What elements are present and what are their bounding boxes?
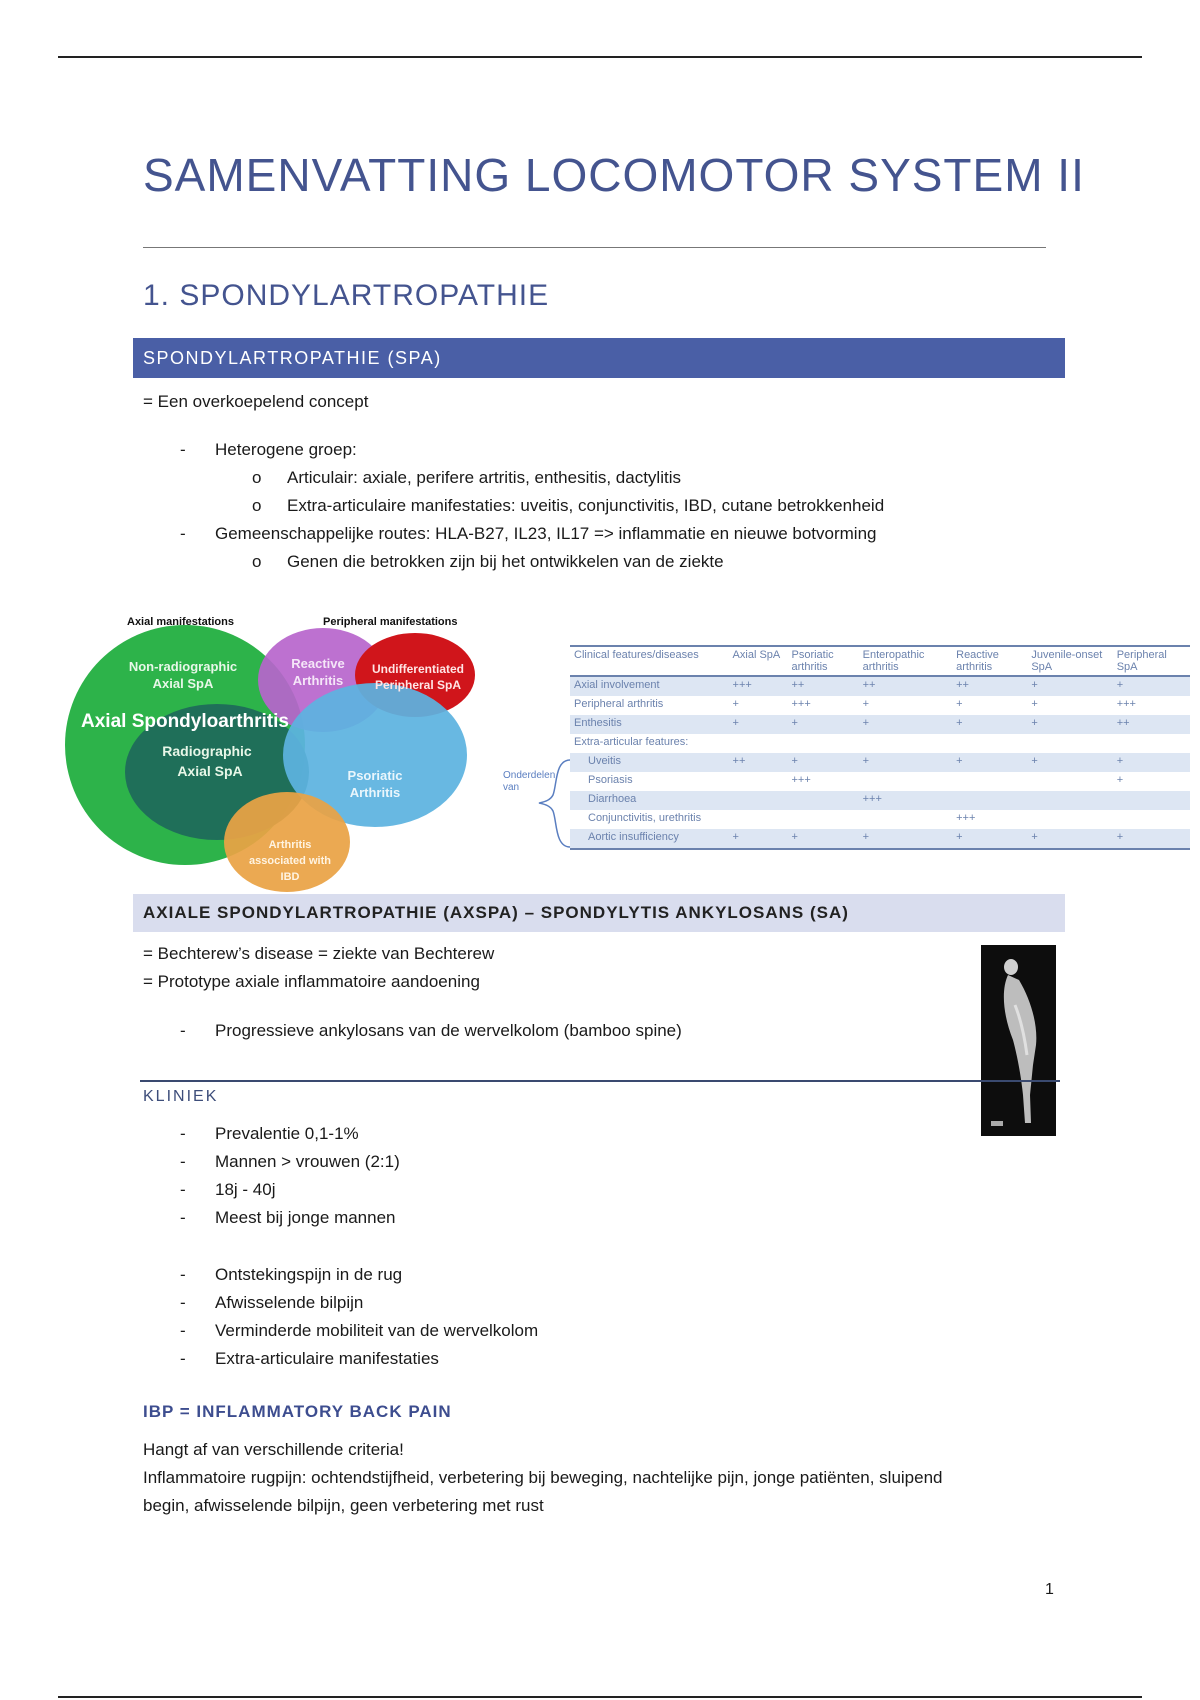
venn-psoriatic-label-2: Arthritis [349, 785, 401, 800]
venn-reactive-label-1: Reactive [291, 656, 345, 671]
table-cell: + [862, 698, 870, 710]
table-header-row [570, 646, 1190, 676]
kliniek-item: Extra-articulaire manifestaties [215, 1349, 439, 1368]
table-cell [787, 734, 858, 753]
bullet-dash: - [180, 1208, 186, 1227]
table-header-cell: Enteropathic arthritis [859, 646, 953, 676]
spa-venn-diagram [55, 610, 495, 895]
table-cell: + [732, 698, 739, 710]
table-row [570, 734, 1190, 753]
table-cell [1113, 810, 1190, 829]
venn-ibd-label-2: associated with [249, 855, 331, 867]
table-cell [729, 791, 788, 810]
bullet-dash: - [180, 1293, 186, 1312]
table-header-cell: Reactive arthritis [952, 646, 1027, 676]
table-cell: ++ [729, 753, 788, 772]
venn-undiff-label-2: Peripheral SpA [374, 678, 462, 692]
venn-axial-header: Axial manifestations [127, 616, 234, 628]
table-cell: + [729, 829, 788, 849]
table-row [570, 696, 1190, 715]
table-header-cell: Psoriatic arthritis [787, 646, 858, 676]
table-cell: + [1027, 676, 1112, 696]
kliniek-item: Verminderde mobiliteit van de wervelkolom [215, 1321, 539, 1340]
axspa-line-2: = Prototype axiale inflammatoire aandoening [143, 972, 480, 991]
kliniek-item: Afwisselende bilpijn [215, 1293, 364, 1312]
table-cell [859, 772, 953, 791]
bullet-dash: - [180, 1321, 186, 1340]
table-cell: + [1027, 715, 1112, 734]
bullet-dash: - [180, 1349, 186, 1368]
kliniek-item: Meest bij jonge mannen [215, 1208, 396, 1227]
circle-bullet: o [252, 552, 262, 571]
venn-psoriatic-label-1: Psoriatic [347, 768, 403, 783]
table-cell [787, 810, 858, 829]
page-number: 1 [1045, 1581, 1054, 1598]
table-cell [859, 810, 953, 829]
table-cell [1027, 791, 1112, 810]
table-cell [729, 772, 788, 791]
table-cell: + [1027, 829, 1112, 849]
table-cell: ++ [1113, 715, 1190, 734]
chapter-heading: 1. SPONDYLARTROPATHIE [143, 279, 550, 312]
table-row-label: Extra-articular features: [574, 736, 689, 748]
table-cell: + [1031, 698, 1038, 710]
table-cell [952, 791, 1027, 810]
table-row-label: Diarrhoea [570, 791, 729, 810]
venn-peripheral-header: Peripheral manifestations [323, 616, 458, 628]
axspa-bullet-1: Progressieve ankylosans van de wervelkolom (bamboo spine) [215, 1021, 682, 1040]
table-cell: + [787, 829, 858, 849]
table-row-label: Enthesitis [570, 715, 729, 734]
table-cell: + [787, 753, 858, 772]
table-cell: + [859, 829, 953, 849]
table-cell: +++ [791, 774, 811, 786]
table-cell [729, 734, 788, 753]
table-cell [1027, 734, 1112, 753]
table-header-cell: Peripheral SpA [1113, 646, 1190, 676]
table-cell: +++ [1116, 698, 1136, 710]
venn-rad-label-2: Axial SpA [177, 763, 243, 779]
bullet-dash: - [180, 1021, 186, 1040]
table-cell: +++ [859, 791, 953, 810]
table-row-label: Axial involvement [570, 676, 729, 696]
table-cell: + [952, 715, 1027, 734]
circle-bullet: o [252, 496, 262, 515]
bullet-dash: - [180, 440, 186, 459]
section-divider [140, 1080, 1060, 1082]
ibp-paragraph-2: Inflammatoire rugpijn: ochtendstijfheid, verbetering bij beweging, nachtelijke pijn, jonge patiënten, sluipend [143, 1468, 943, 1487]
kliniek-heading: KLINIEK [143, 1088, 219, 1105]
axspa-line-1: = Bechterew’s disease = ziekte van Bechterew [143, 944, 495, 963]
ibp-paragraph-1: Hangt af van verschillende criteria! [143, 1440, 404, 1459]
table-row-label: Aortic insufficiency [570, 829, 729, 849]
table-cell: + [1116, 774, 1124, 786]
kliniek-item: 18j - 40j [215, 1180, 276, 1199]
venn-rad-label-1: Radiographic [162, 743, 252, 759]
bullet-dash: - [180, 1152, 186, 1171]
table-cell: + [956, 698, 963, 710]
table-cell: + [1113, 829, 1190, 849]
clinical-features-table [570, 645, 1190, 850]
table-row [570, 810, 1190, 829]
circle-bullet: o [252, 468, 262, 487]
section-band-axspa: AXIALE SPONDYLARTROPATHIE (AXSPA) – SPONDYLYTIS ANKYLOSANS (SA) [133, 894, 1065, 932]
venn-nonrad-label-1: Non-radiographic [128, 659, 238, 674]
table-row [570, 715, 1190, 734]
section-band-spa: SPONDYLARTROPATHIE (SPA) [133, 338, 1065, 378]
spa-bullet-1: Heterogene groep: [215, 440, 357, 459]
table-cell [1027, 772, 1112, 791]
table-cell [1113, 791, 1190, 810]
bracket-label-line-1: Onderdelen [503, 770, 556, 781]
table-row-label: Conjunctivitis, urethritis [588, 812, 702, 824]
venn-reactive-label-2: Arthritis [292, 673, 344, 688]
table-cell: + [859, 715, 953, 734]
table-cell [952, 734, 1027, 753]
bullet-dash: - [180, 1124, 186, 1143]
venn-ibd-label-3: IBD [280, 871, 300, 883]
bracket-label-line-2: van [503, 782, 520, 793]
table-header-cell: Axial SpA [729, 646, 788, 676]
table-row [570, 829, 1190, 849]
spa-bullet-1b: Extra-articulaire manifestaties: uveitis, conjunctivitis, IBD, cutane betrokkenheid [287, 496, 885, 515]
table-cell: ++ [859, 676, 953, 696]
table-cell [952, 772, 1027, 791]
bullet-dash: - [180, 1180, 186, 1199]
venn-nonrad-label-2: Axial SpA [152, 676, 214, 691]
table-row-label: Uveitis [570, 753, 729, 772]
table-cell: + [787, 715, 858, 734]
venn-undiff-label-1: Undifferentiated [371, 662, 465, 676]
curly-bracket-icon [535, 755, 575, 855]
table-cell: + [859, 753, 953, 772]
spa-intro: = Een overkoepelend concept [143, 392, 369, 411]
table-row [570, 791, 1190, 810]
venn-ibd-label-1: Arthritis [268, 839, 312, 851]
table-row-label: Peripheral arthritis [574, 698, 664, 710]
ibp-heading: IBP = INFLAMMATORY BACK PAIN [143, 1402, 452, 1421]
table-cell: + [729, 715, 788, 734]
table-cell: ++ [952, 676, 1027, 696]
kliniek-item: Ontstekingspijn in de rug [215, 1265, 403, 1284]
table-header-cell: Juvenile-onset SpA [1027, 646, 1112, 676]
table-row [570, 772, 1190, 791]
title-underline [143, 247, 1046, 248]
table-cell: + [952, 829, 1027, 849]
table-cell [1027, 810, 1112, 829]
table-cell: +++ [956, 812, 976, 824]
spa-bullet-2: Gemeenschappelijke routes: HLA-B27, IL23, IL17 => inflammatie en nieuwe botvorming [215, 524, 877, 543]
table-cell: + [1113, 753, 1190, 772]
table-row [570, 676, 1190, 696]
table-cell [1113, 734, 1190, 753]
table-cell: ++ [787, 676, 858, 696]
spa-bullet-1a: Articulair: axiale, perifere artritis, enthesitis, dactylitis [287, 468, 681, 487]
bullet-dash: - [180, 524, 186, 543]
table-cell: + [1027, 753, 1112, 772]
bechterew-patient-photo [981, 945, 1056, 1136]
document-title: SAMENVATTING LOCOMOTOR SYSTEM II [143, 149, 1085, 201]
table-cell: + [952, 753, 1027, 772]
table-cell: + [1113, 676, 1190, 696]
ibp-paragraph-3: begin, afwisselende bilpijn, geen verbetering met rust [143, 1496, 544, 1515]
table-cell [787, 791, 858, 810]
spa-bullet-2a: Genen die betrokken zijn bij het ontwikkelen van de ziekte [287, 552, 724, 571]
table-cell [859, 734, 953, 753]
kliniek-item: Mannen > vrouwen (2:1) [215, 1152, 400, 1171]
table-row-label: Psoriasis [588, 774, 633, 786]
table-cell: +++ [791, 698, 811, 710]
bullet-dash: - [180, 1265, 186, 1284]
page-bottom-rule [58, 1696, 1142, 1698]
table-row [570, 753, 1190, 772]
kliniek-item: Prevalentie 0,1-1% [215, 1124, 359, 1143]
page-top-rule [58, 56, 1142, 58]
table-header-cell: Clinical features/diseases [570, 646, 729, 676]
venn-axial-main-label: Axial Spondyloarthritis [81, 711, 289, 732]
table-cell [729, 810, 788, 829]
table-cell: +++ [729, 676, 788, 696]
